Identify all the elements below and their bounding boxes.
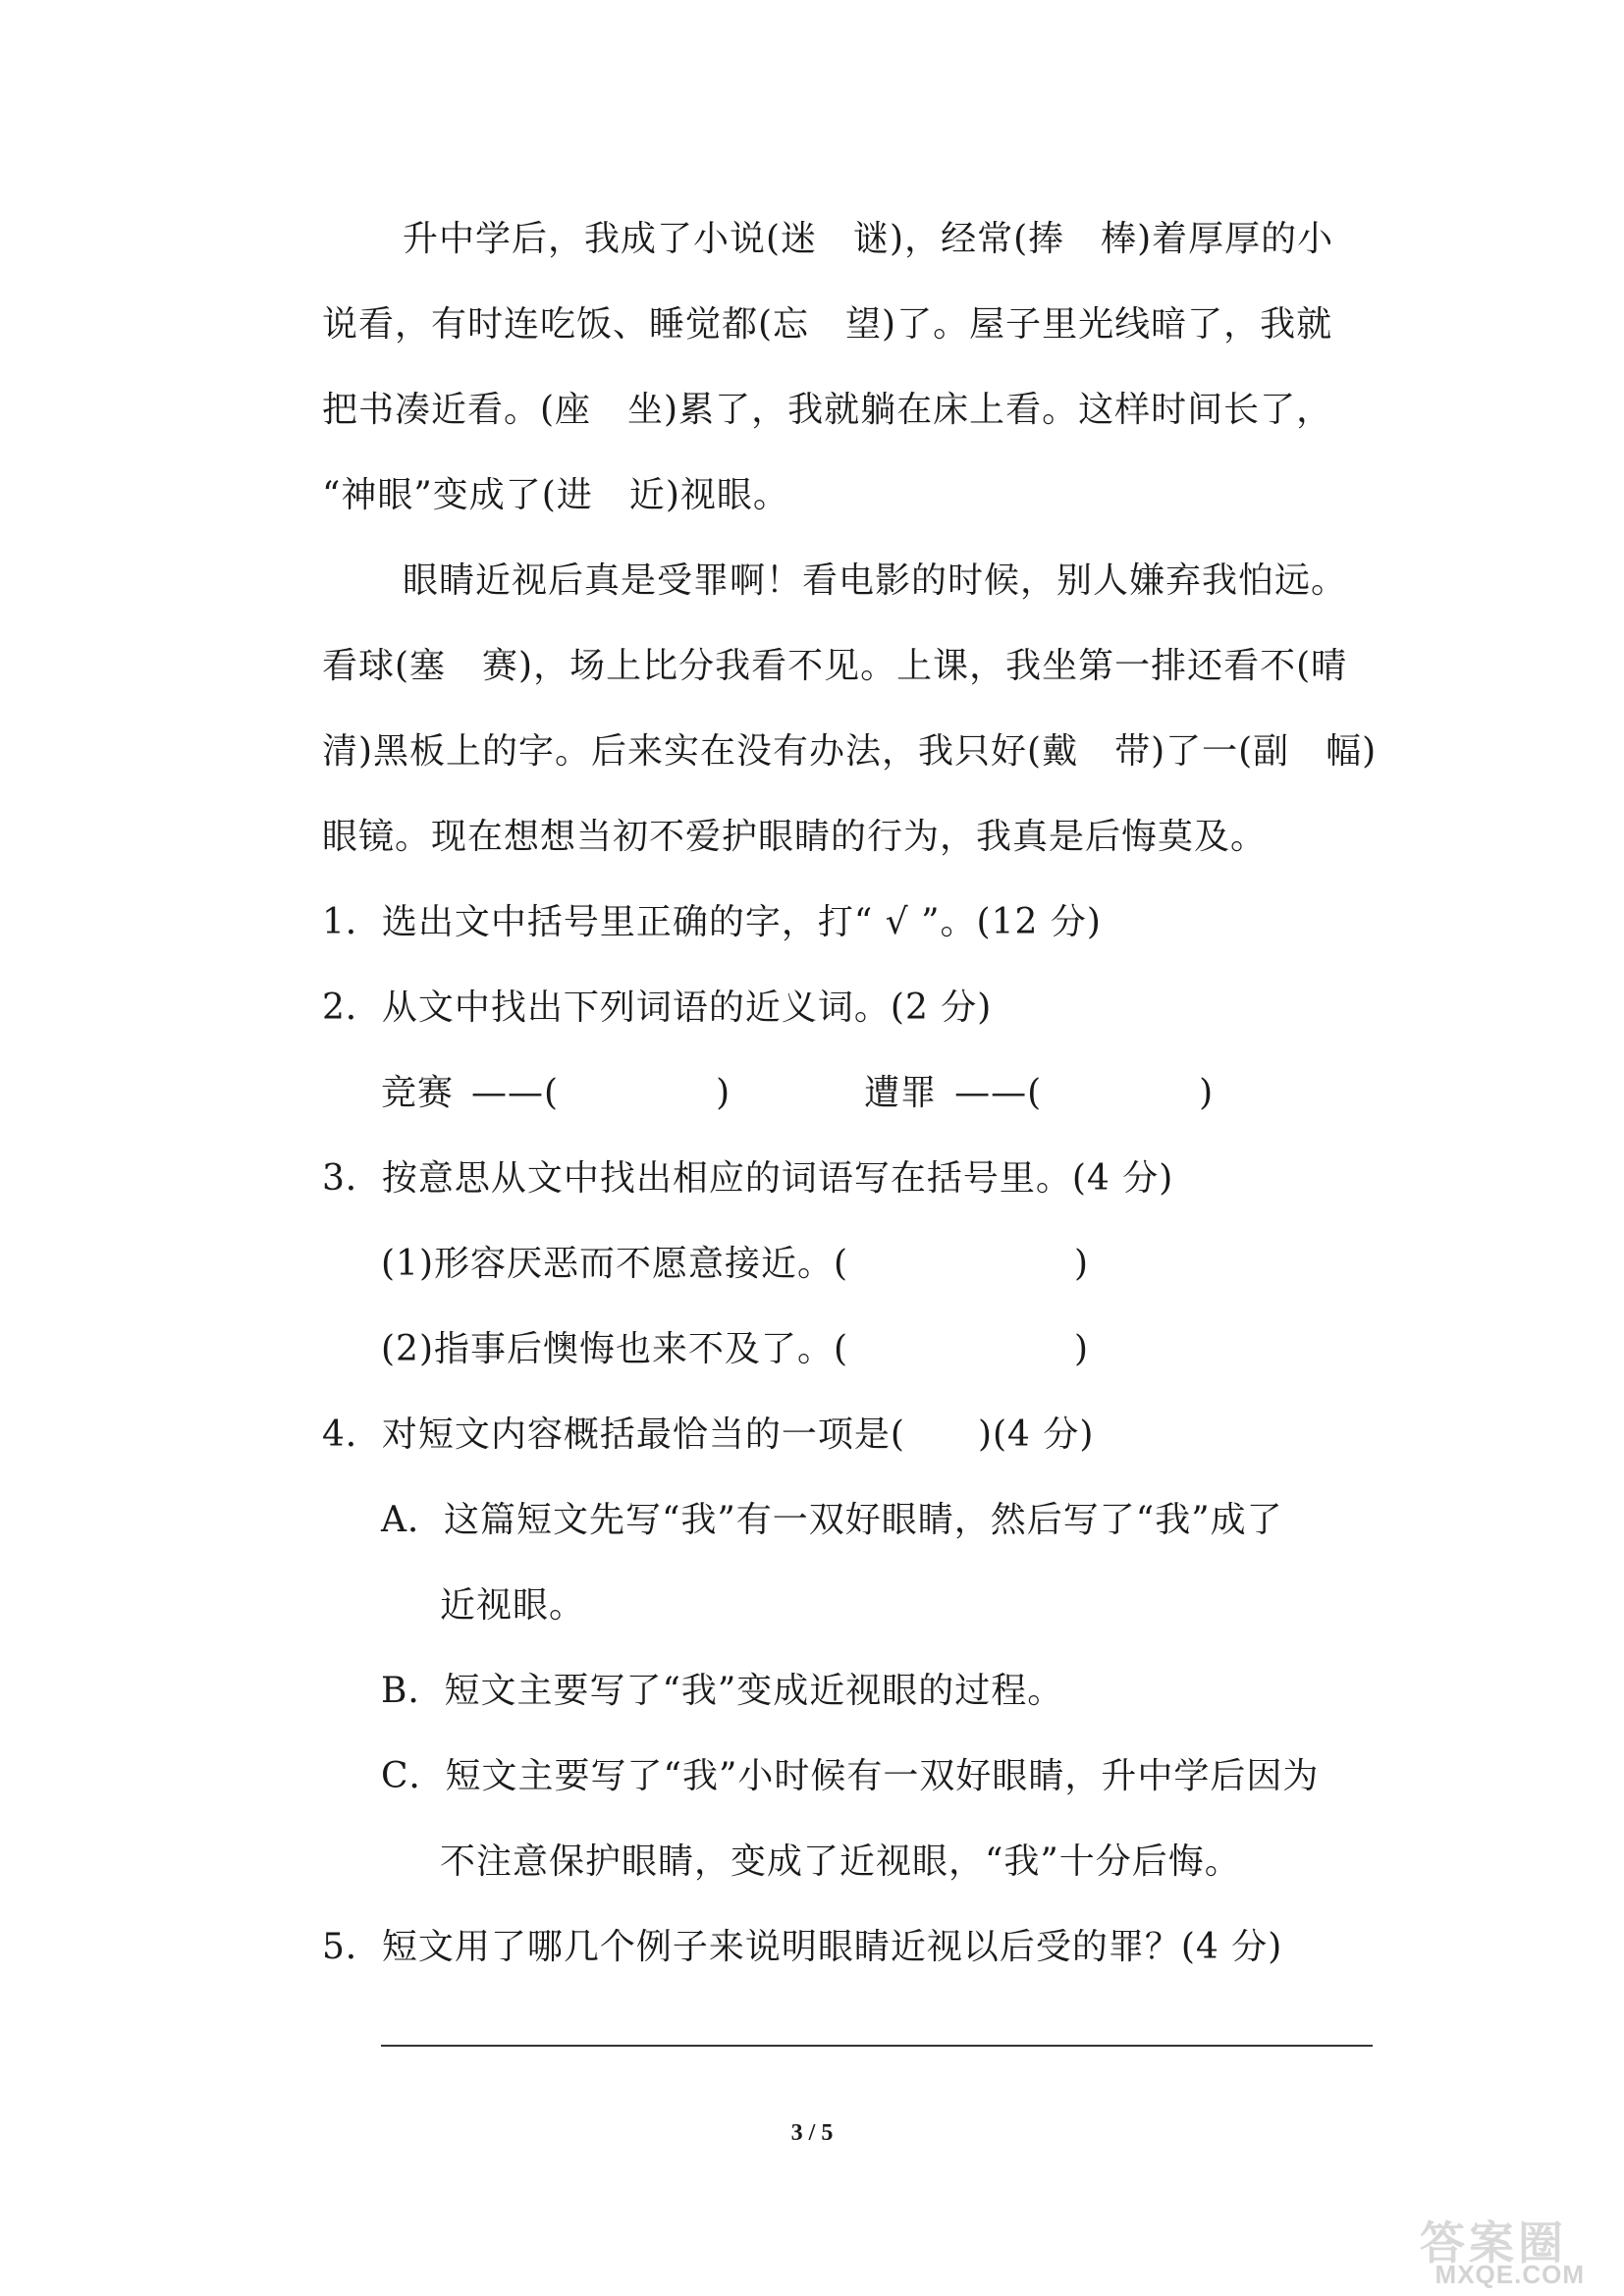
passage-p1-line-1: 升中学后，我成了小说(迷 谜)，经常(捧 棒)着厚厚的小 (403, 219, 1334, 259)
q4-option-b: B．短文主要写了“我”变成近视眼的过程。 (381, 1671, 1064, 1711)
question-4: 4．对短文内容概括最恰当的一项是( )(4 分) (322, 1415, 1095, 1455)
q2-close-2: ) (1199, 1073, 1215, 1113)
question-2-items (381, 1072, 1214, 1115)
q3-a-text: (1)形容厌恶而不愿意接近。( (381, 1244, 849, 1284)
q2-word-2: 遭罪 (864, 1073, 938, 1113)
q2-dash-1: ——( (471, 1073, 560, 1113)
passage-p1-line-3: 把书凑近看。(座 坐)累了，我就躺在床上看。这样时间长了， (322, 390, 1333, 430)
answer-circle-logo-icon (1359, 2208, 1585, 2290)
passage-p1-line-4: “神眼”变成了(进 近)视眼。 (322, 475, 789, 515)
q2-word-1: 竞赛 (381, 1073, 455, 1113)
q5-answer-line[interactable] (381, 2045, 1373, 2047)
q4-option-a-line-1: A．这篇短文先写“我”有一双好眼睛，然后写了“我”成了 (381, 1500, 1283, 1540)
question-3: 3．按意思从文中找出相应的词语写在括号里。(4 分) (322, 1158, 1174, 1199)
watermark-site: MXQE.COM (1435, 2260, 1585, 2289)
question-3-a (381, 1243, 1089, 1286)
q3-b-close: ) (1074, 1329, 1090, 1369)
passage-p2-line-3: 清)黑板上的字。后来实在没有办法，我只好(戴 带)了一(副 幅) (322, 731, 1378, 772)
q2-dash-2: ——( (954, 1073, 1043, 1113)
question-5: 5．短文用了哪几个例子来说明眼睛近视以后受的罪？(4 分) (322, 1927, 1283, 1967)
passage-p2-line-1: 眼睛近视后真是受罪啊！看电影的时候，别人嫌弃我怕远。 (403, 561, 1348, 601)
question-3-b (381, 1328, 1089, 1371)
passage-p2-line-4: 眼镜。现在想想当初不爱护眼睛的行为，我真是后悔莫及。 (322, 817, 1268, 857)
q4-option-a-line-2: 近视眼。 (440, 1585, 586, 1626)
q3-a-close: ) (1074, 1244, 1090, 1284)
passage-p1-line-2: 说看，有时连吃饭、睡觉都(忘 望)了。屋子里光线暗了，我就 (322, 304, 1333, 345)
question-2: 2．从文中找出下列词语的近义词。(2 分) (322, 988, 993, 1028)
q4-option-c-line-2: 不注意保护眼睛，变成了近视眼，“我”十分后悔。 (440, 1842, 1241, 1882)
q4-option-c-line-1: C．短文主要写了“我”小时候有一双好眼睛，升中学后因为 (381, 1756, 1320, 1796)
q2-close-1: ) (716, 1073, 731, 1113)
watermark-glyphs: 答案圈 (1420, 2216, 1567, 2269)
passage-p2-line-2: 看球(塞 赛)，场上比分我看不见。上课，我坐第一排还看不(晴 (322, 646, 1348, 686)
q3-b-text: (2)指事后懊悔也来不及了。( (381, 1329, 849, 1369)
question-1: 1．选出文中括号里正确的字，打“ √ ”。(12 分) (322, 902, 1102, 942)
page-number: 3 / 5 (790, 2120, 834, 2146)
